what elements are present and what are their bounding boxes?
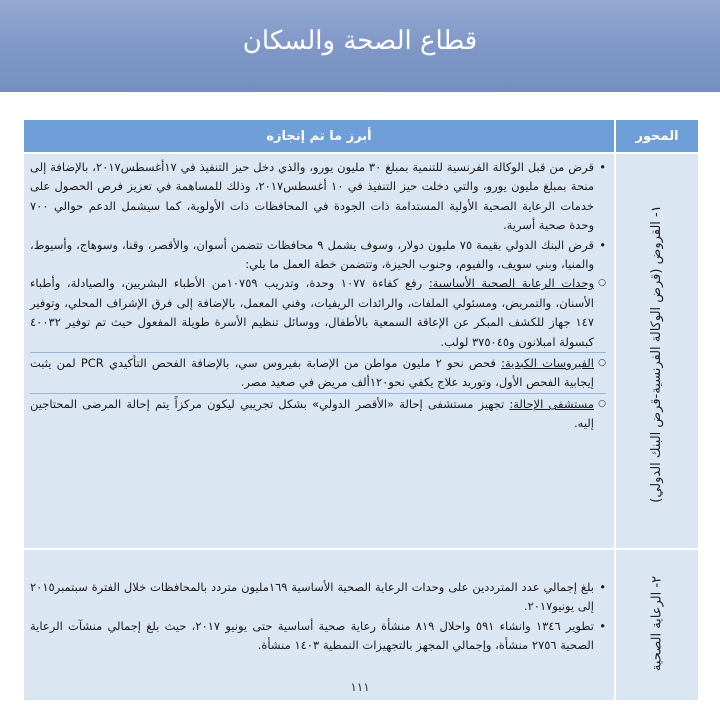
page-number: ١١١ (350, 680, 370, 694)
header-axis: المحور (616, 120, 698, 152)
header-achievements: أبرز ما تم إنجازه (24, 120, 614, 152)
divider (30, 352, 606, 353)
list-item: • قرض من قبل الوكالة الفرنسية للتنمية بمبلغ ٣٠ مليون يورو، والذي دخل حيز التنفيذ في ١٧أغسطس٢٠١٧، بالإضافة إلى منحة بمبلغ مليون يورو، والتي دخلت حيز التنفيذ في ١٠ أغسطس٢٠١٧، وذلك للمساهمة في تعزيز فرص الحصول على خدمات الرعاية الصحية الأولية المستدامة ذات الجودة في المحافظات ذات الأولوية، كما سيشمل الدعم حوالي ٧٠٠ وحدة صحية أسرية. (30, 158, 594, 236)
sub-list-item (30, 274, 594, 352)
sub-item-lead: وحدات الرعاية الصحية الأساسية: (428, 276, 595, 291)
divider (30, 393, 606, 394)
list-item: • بلغ إجمالي عدد المترددين على وحدات الرعاية الصحية الأساسية ١٦٩مليون متردد بالمحافظات خلال الفترة سبتمبر٢٠١٥ إلى يونيو٢٠١٧. (30, 578, 594, 617)
list-item: • تطوير ١٣٤٦ وانشاء ٥٩١ واحلال ٨١٩ منشأة رعاية صحية أساسية حتى يونيو ٢٠١٧، حيث بلغ إجمالي منشآت الرعاية الصحية ٢٧٥٦ منشأة، وإجمالي المجهز بالتجهيزات النمطية ١٤٠٣ منشأة. (30, 617, 594, 656)
sub-item-lead: مستشفى الإحالة: (509, 396, 594, 411)
sub-list-item (30, 395, 594, 434)
row-1-axis-cell (616, 154, 698, 548)
sub-list-item (30, 354, 594, 393)
row-1-body-cell (24, 154, 614, 548)
row-2-axis-cell (616, 550, 698, 700)
list-item: • قرض البنك الدولي بقيمة ٧٥ مليون دولار، وسوف يشمل ٩ محافظات تتضمن أسوان، والأقصر، وقنا، وسوهاج، وأسيوط، والمنيا، وبني سويف، والفيوم، وجنوب الجيزة، وتتضمن خطة العمل ما يلي: (30, 236, 594, 275)
page-title: قطاع الصحة والسكان (242, 26, 478, 56)
row-2-body-cell (24, 550, 614, 700)
title-banner (0, 0, 720, 92)
achievements-table (24, 120, 698, 672)
sub-item-text: فحص نحو ٢ مليون مواطن من الإصابة بفيروس سي، بالإضافة الفحص التأكيدي PCR لمن يثبت إيجابية الفحص الأول، وتوريد علاج يكفي نحو١٢٠ألف مريض في صعيد مصر. (30, 356, 594, 390)
row-2-axis-label: ٢- الرعاية الصحية (649, 575, 665, 672)
sub-item-text: رفع كفاءة ١٠٧٧ وحدة، وتدريب ١٠٧٥٩من الأطباء البشريين، والصيادلة، وأطباء الأسنان، والتمريض، ومسئولي الملفات، والرائدات الريفيات، وفني المعمل، بالإضافة إلى فرق الإشراف المحلي، وتوفير ١٤٧ جهاز للكشف المبكر عن الإعاقة السمعية بالأطفال، ووسائل تنظيم الأسرة طويلة المفعول حيث تم توفير ٤٠٠٣٢ كبسولة امبلانون و٣٧٥٠٤٥ لولب. (30, 276, 594, 349)
sub-item-lead: الفيروسات الكبدية: (501, 356, 595, 371)
sub-item-text: تجهيز مستشفى إحالة «الأقصر الدولي» بشكل تجريبي ليكون مركزاً يتم إحالة المرضى المحتاجين إليه. (30, 396, 594, 431)
row-1-axis-label: ١- القروض (قرض الوكالة الفرنسية-قرض البنك الدولي) (649, 205, 664, 503)
